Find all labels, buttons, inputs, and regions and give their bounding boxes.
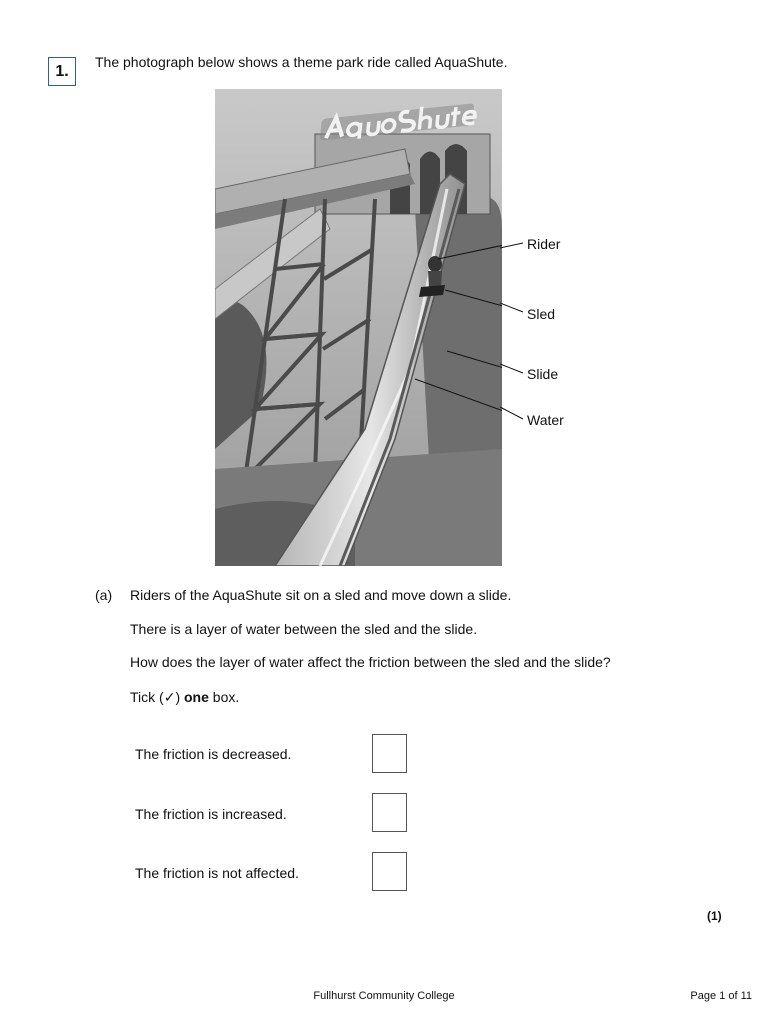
part-a-line-3: How does the layer of water affect the friction between the sled and the slide? bbox=[130, 654, 611, 670]
part-a-line-1: Riders of the AquaShute sit on a sled and move down a slide. bbox=[130, 587, 512, 603]
footer-school-name: Fullhurst Community College bbox=[313, 990, 455, 1002]
leader-lines bbox=[500, 230, 530, 430]
option-decreased-label: The friction is decreased. bbox=[135, 746, 292, 762]
label-water: Water bbox=[527, 412, 564, 428]
tick-instruction bbox=[130, 689, 239, 706]
tick-bold: one bbox=[184, 689, 209, 705]
option-increased-checkbox[interactable] bbox=[372, 793, 407, 832]
tick-mark: ✓ bbox=[163, 690, 176, 706]
label-slide: Slide bbox=[527, 366, 559, 382]
option-not-affected-label: The friction is not affected. bbox=[135, 865, 299, 881]
question-number-box: 1. bbox=[48, 57, 76, 86]
marks-available: (1) bbox=[707, 909, 722, 923]
part-a-line-2: There is a layer of water between the sled and the slide. bbox=[130, 621, 478, 637]
footer-page-number: Page 1 of 11 bbox=[690, 990, 752, 1002]
label-sled: Sled bbox=[527, 306, 556, 322]
label-rider: Rider bbox=[527, 236, 561, 252]
question-intro: The photograph below shows a theme park ride called AquaShute. bbox=[95, 54, 508, 70]
tick-suffix: box. bbox=[208, 689, 240, 705]
tick-mid: ) bbox=[175, 689, 184, 705]
aquashute-photograph bbox=[215, 89, 502, 566]
option-decreased-checkbox[interactable] bbox=[372, 734, 407, 773]
part-letter: (a) bbox=[95, 587, 113, 603]
option-not-affected-checkbox[interactable] bbox=[372, 852, 407, 891]
tick-prefix: Tick ( bbox=[130, 689, 164, 705]
option-increased-label: The friction is increased. bbox=[135, 806, 287, 822]
